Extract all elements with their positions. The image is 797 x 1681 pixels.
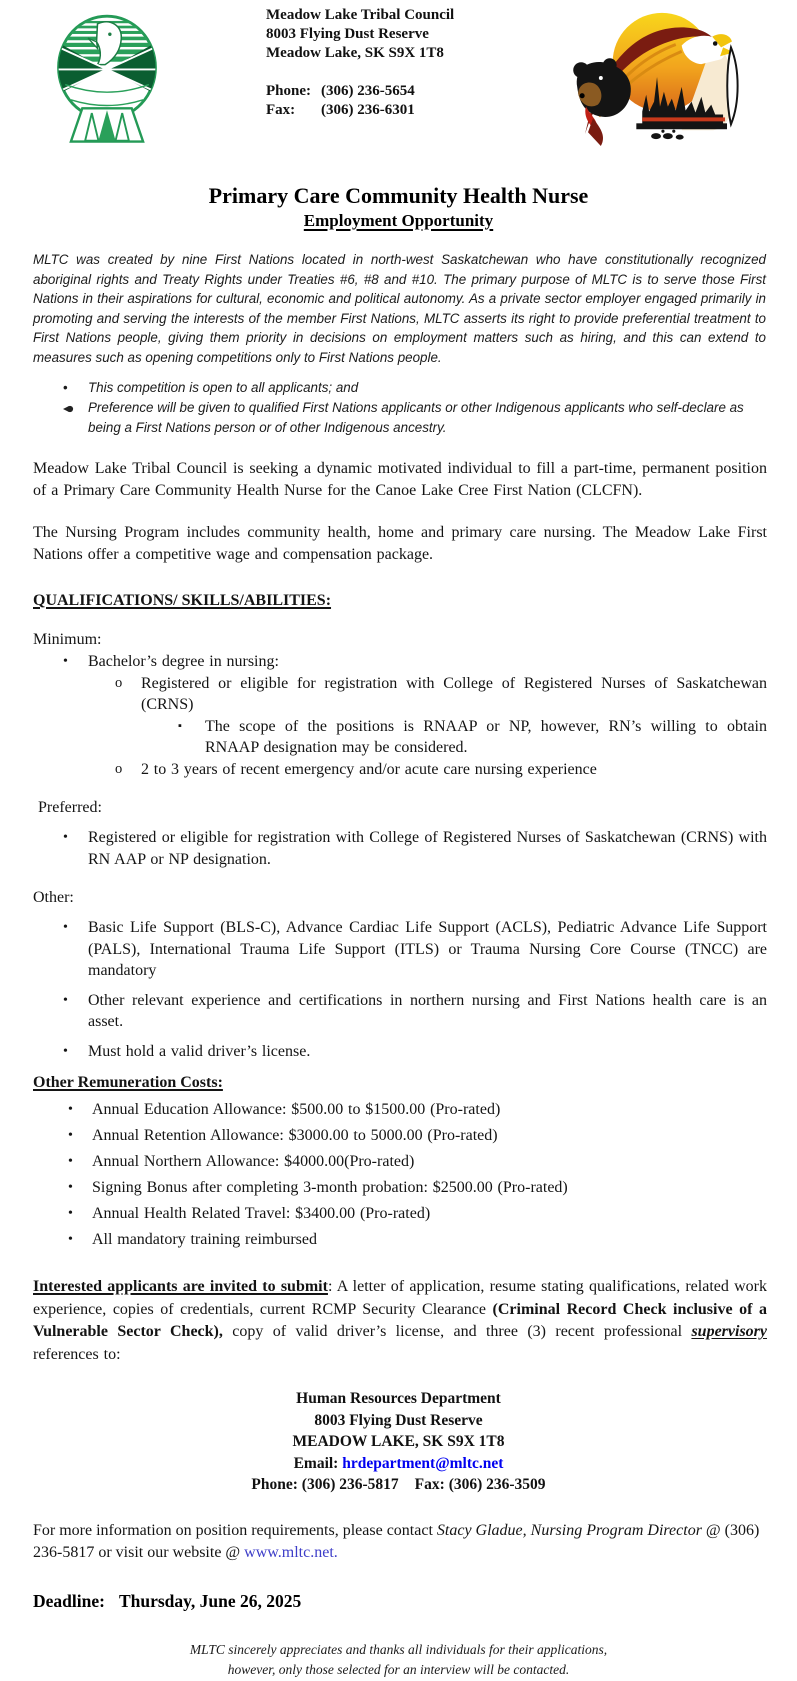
email-label: Email: (293, 1454, 343, 1472)
list-item (0, 917, 797, 982)
org-name: Meadow Lake Tribal Council (266, 7, 455, 23)
bullet-circle-icon: o (115, 760, 123, 777)
hr-fax-value: (306) 236-3509 (448, 1476, 546, 1493)
other-bullet-text: Basic Life Support (BLS-C), Advance Cardiac Life Support (ACLS), Pediatric Advance Life Support (PALS), International Trauma Life Support (ITLS) or Trauma Nursing Core Course (TNCC) are mandatory (88, 919, 767, 979)
bullet-dot-icon: • (68, 1231, 73, 1247)
list-item (0, 759, 797, 781)
bullet-dot-icon: • (63, 830, 68, 845)
website-link[interactable]: www.mltc.net. (244, 1544, 338, 1561)
remuneration-item-text: All mandatory training reimbursed (92, 1230, 318, 1248)
deadline-label: Deadline: (33, 1590, 105, 1611)
email-link[interactable]: hrdepartment@mltc.net (342, 1454, 504, 1472)
other-list (0, 917, 797, 1062)
org-fax-row (266, 101, 496, 120)
phone-label: Phone: (266, 83, 311, 99)
hr-email-row (0, 1453, 797, 1475)
nursing-program-paragraph: The Nursing Program includes community health, home and primary care nursing. The Meadow Lake First Nations offer a competitive wage and compensation package. (33, 524, 767, 563)
bullet-dot-icon: • (68, 1179, 73, 1195)
letterhead (0, 0, 797, 146)
list-item (0, 673, 797, 716)
minimum-label: Minimum: (33, 631, 102, 648)
bullet-dot-icon: • (68, 1205, 73, 1221)
intro-bullet-list (0, 378, 797, 438)
bullet-dot-icon: • (68, 1153, 73, 1169)
bullet-dot-icon: • (68, 1101, 73, 1117)
bullet-dot-icon: • (63, 992, 68, 1008)
spacer (266, 63, 496, 82)
remuneration-item-text: Annual Northern Allowance: $4000.00(Pro-rated) (92, 1152, 415, 1170)
phone-value: (306) 236-5654 (321, 83, 415, 99)
qualifications-heading: QUALIFICATIONS/ SKILLS/ABILITIES: (33, 592, 332, 609)
seeking-paragraph: Meadow Lake Tribal Council is seeking a dynamic motivated individual to fill a part-time, permanent position of a Primary Care Community Health Nurse for the Canoe Lake Cree First Nation (CLCFN). (33, 460, 767, 499)
minimum-bullet-text: Bachelor’s degree in nursing: (88, 653, 279, 670)
bear-eagle-sun-emblem-icon (565, 8, 753, 146)
hr-address-line1: 8003 Flying Dust Reserve (314, 1411, 483, 1429)
remuneration-item-text: Signing Bonus after completing 3-month probation: $2500.00 (Pro-rated) (92, 1178, 568, 1196)
more-info-middle: @ (306) 236-5817 or visit our website @ (33, 1521, 760, 1561)
fax-value: (306) 236-6301 (321, 102, 415, 118)
hr-address-line2: MEADOW LAKE, SK S9X 1T8 (292, 1433, 505, 1450)
hr-phone-fax-row (0, 1474, 797, 1496)
org-address-line1: 8003 Flying Dust Reserve (266, 26, 429, 42)
bullet-circle-icon: o (115, 674, 123, 691)
minimum-sub-detail-text: The scope of the positions is RNAAP or NP, however, RN’s willing to obtain RNAAP designation may be considered. (205, 717, 767, 756)
preferred-bullet-text: Registered or eligible for registration with College of Registered Nurses of Saskatchewan (CRNS) with RN AAP or NP designation. (88, 829, 767, 868)
apply-supervisory: supervisory (691, 1323, 767, 1340)
contact-person-name: Stacy Gladue, Nursing Program Director (436, 1521, 702, 1539)
mltc-intro-paragraph: MLTC was created by nine First Nations located in north-west Saskatchewan who have constitutionally recognized aboriginal rights and Treaty Rights under Treaties #6, #8 and #10. The primary purpose of MLTC is to serve those First Nations in their aspirations for cultural, economic and political autonomy. As a private sector employer engaged primarily in promoting and serving the interests of the member First Nations, MLTC asserts its right to provide preferential treatment to First Nations people, giving them priority in decisions on employment matters such as hiring, and this can extend to measures such as opening competitions only to First Nations people. (33, 252, 766, 365)
fax-label: Fax: (266, 102, 296, 118)
list-item (0, 1203, 797, 1225)
minimum-sub-text: Registered or eligible for registration with College of Registered Nurses of Saskatchewan (CRNS) (141, 674, 767, 713)
deadline-row (33, 1591, 767, 1612)
apply-lead-rest: : A letter of application, resume stating qualifications, related work experience, copies of credentials, current RCMP Security Clearance (33, 1278, 767, 1318)
deadline-value: Thursday, June 26, 2025 (118, 1590, 302, 1611)
bullet-dot-icon: • (68, 1127, 73, 1143)
employment-opportunity-subtitle: Employment Opportunity (303, 211, 494, 230)
footer-line1: MLTC sincerely appreciates and thanks all individuals for their applications, (189, 1641, 608, 1657)
other-bullet-text: Other relevant experience and certifications in northern nursing and First Nations health care is an asset. (88, 991, 767, 1030)
hr-contact-block (0, 1388, 797, 1496)
footer-note (0, 1640, 797, 1681)
other-bullet-text: Must hold a valid driver’s license. (88, 1042, 311, 1060)
document-title-block (0, 182, 797, 233)
hr-fax-label: Fax: (414, 1476, 449, 1493)
minimum-sub-text: 2 to 3 years of recent emergency and/or acute care nursing experience (141, 760, 597, 778)
remuneration-item-text: Annual Education Allowance: $500.00 to $1500.00 (Pro-rated) (92, 1100, 501, 1118)
list-item (0, 716, 797, 759)
more-information-paragraph (33, 1520, 767, 1565)
bullet-dot-icon: • (63, 654, 68, 669)
bullet-dot-icon: • (63, 380, 68, 395)
list-item (0, 1177, 797, 1199)
other-label: Other: (33, 889, 74, 906)
intro-bullet-text: Preference will be given to qualified First Nations applicants or other Indigenous applicants who self-declare as being a First Nations person or of other Indigenous ancestry. (88, 400, 744, 435)
letterhead-contact-block (266, 6, 496, 120)
application-instructions-paragraph (33, 1276, 767, 1366)
list-item (0, 651, 797, 673)
list-item (0, 827, 797, 870)
apply-lead-bold: Interested applicants are invited to submit (33, 1278, 328, 1295)
list-item (0, 1099, 797, 1121)
list-item (0, 1041, 797, 1063)
hr-department: Human Resources Department (296, 1390, 501, 1407)
position-title: Primary Care Community Health Nurse (208, 183, 589, 208)
hr-phone-label: Phone: (251, 1476, 302, 1493)
remuneration-item-text: Annual Retention Allowance: $3000.00 to 5000.00 (Pro-rated) (92, 1126, 498, 1144)
org-address-line2: Meadow Lake, SK S9X 1T8 (266, 45, 444, 61)
tailed-dot-bullet-icon (63, 398, 88, 438)
remuneration-list (0, 1099, 797, 1251)
more-info-lead: For more information on position requirements, please contact (33, 1521, 437, 1539)
mltc-green-emblem-icon (50, 10, 164, 144)
org-phone-row (266, 82, 496, 101)
remuneration-heading: Other Remuneration Costs: (33, 1074, 223, 1091)
apply-mid-rest: copy of valid driver’s license, and three (3) recent professional (222, 1323, 692, 1340)
bullet-dot-icon: • (63, 1043, 68, 1059)
bullet-square-icon: ▪ (178, 719, 182, 732)
remuneration-item-text: Annual Health Related Travel: $3400.00 (Pro-rated) (92, 1204, 431, 1222)
preferred-label: Preferred: (38, 799, 102, 816)
list-item (0, 1151, 797, 1173)
bullet-dot-icon: • (63, 920, 68, 935)
list-item (0, 398, 797, 438)
apply-tail: references to: (33, 1345, 121, 1363)
list-item (0, 1125, 797, 1147)
hr-phone-value: (306) 236-5817 (301, 1476, 399, 1493)
minimum-list (0, 651, 797, 780)
list-item (0, 1229, 797, 1251)
list-item (0, 378, 797, 398)
apply-bold-run: (Criminal Record Check inclusive of a Vulnerable Sector Check), (33, 1300, 767, 1340)
intro-bullet-text: This competition is open to all applicants; and (88, 380, 359, 395)
list-item (0, 990, 797, 1033)
footer-line2: however, only those selected for an interview will be contacted. (227, 1662, 570, 1677)
